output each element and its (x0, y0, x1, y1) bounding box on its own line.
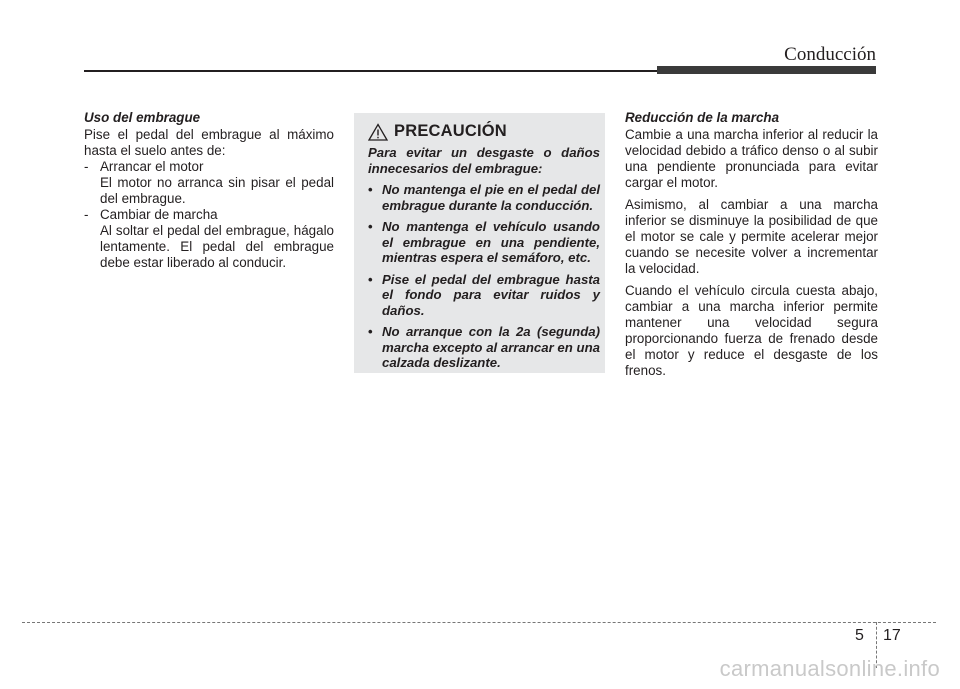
downshift-heading: Reducción de la marcha (625, 110, 780, 125)
caution-box (354, 113, 605, 373)
header-rule (84, 70, 664, 72)
section-title: Conducción (784, 44, 876, 65)
bullet-marker: • (368, 271, 373, 287)
right-column (625, 110, 878, 385)
caution-bullet: • Pise el pedal del embrague hasta el fondo para evitar ruidos y daños. (368, 271, 600, 318)
header-rule-accent (657, 66, 876, 74)
footer-rule (22, 622, 936, 623)
caution-intro: Para evitar un desgaste o daños innecesarios del embrague: (368, 145, 600, 176)
dash-marker: - (84, 207, 89, 222)
caution-bullet: • No mantenga el vehículo usando el embrague en una pendiente, mientras espera el semáforo, etc. (368, 219, 600, 265)
downshift-paragraph: Asimismo, al cambiar a una marcha inferior se disminuye la posibilidad de que el motor se cale y permite acelerar mejor cuando se necesite volver a incrementar la velocidad. (625, 197, 878, 276)
watermark: carmanualsonline.info (719, 656, 940, 681)
caution-bullet: • No arranque con la 2a (segunda) marcha excepto al arrancar en una calzada deslizante. (368, 324, 600, 370)
bullet-marker: • (368, 219, 373, 234)
caution-title: PRECAUCIÓN (394, 122, 507, 140)
downshift-paragraph: Cambie a una marcha inferior al reducir la velocidad debido a tráfico denso o al subir una pendiente pronunciada para evitar cargar el motor. (625, 127, 878, 190)
clutch-use-heading: Uso del embrague (84, 110, 201, 125)
item-detail: Al soltar el pedal del embrague, hágalo lentamente. El pedal del embrague debe estar liberado al conducir. (100, 223, 334, 270)
clutch-intro: Pise el pedal del embrague al máximo hasta el suelo antes de: (84, 127, 334, 158)
clutch-item (84, 207, 334, 271)
left-column (84, 110, 334, 271)
item-detail: El motor no arranca sin pisar el pedal del embrague. (100, 175, 334, 206)
page-number: 17 (883, 627, 901, 644)
bullet-marker: • (368, 182, 373, 197)
bullet-marker: • (368, 324, 373, 339)
caution-bullet: • No mantenga el pie en el pedal del embrague durante la conducción. (368, 182, 600, 213)
caution-body (368, 145, 600, 377)
caution-header (368, 122, 507, 141)
dash-marker: - (84, 159, 89, 174)
item-label: Arrancar el motor (100, 159, 204, 174)
warning-triangle-icon (368, 123, 388, 141)
chapter-number: 5 (855, 627, 864, 644)
downshift-paragraph: Cuando el vehículo circula cuesta abajo, cambiar a una marcha inferior permite mantener una velocidad segura proporcionando fuerza de frenado desde el motor y reduce el desgaste de los frenos. (625, 283, 878, 378)
item-label: Cambiar de marcha (100, 207, 218, 222)
clutch-item (84, 159, 334, 207)
